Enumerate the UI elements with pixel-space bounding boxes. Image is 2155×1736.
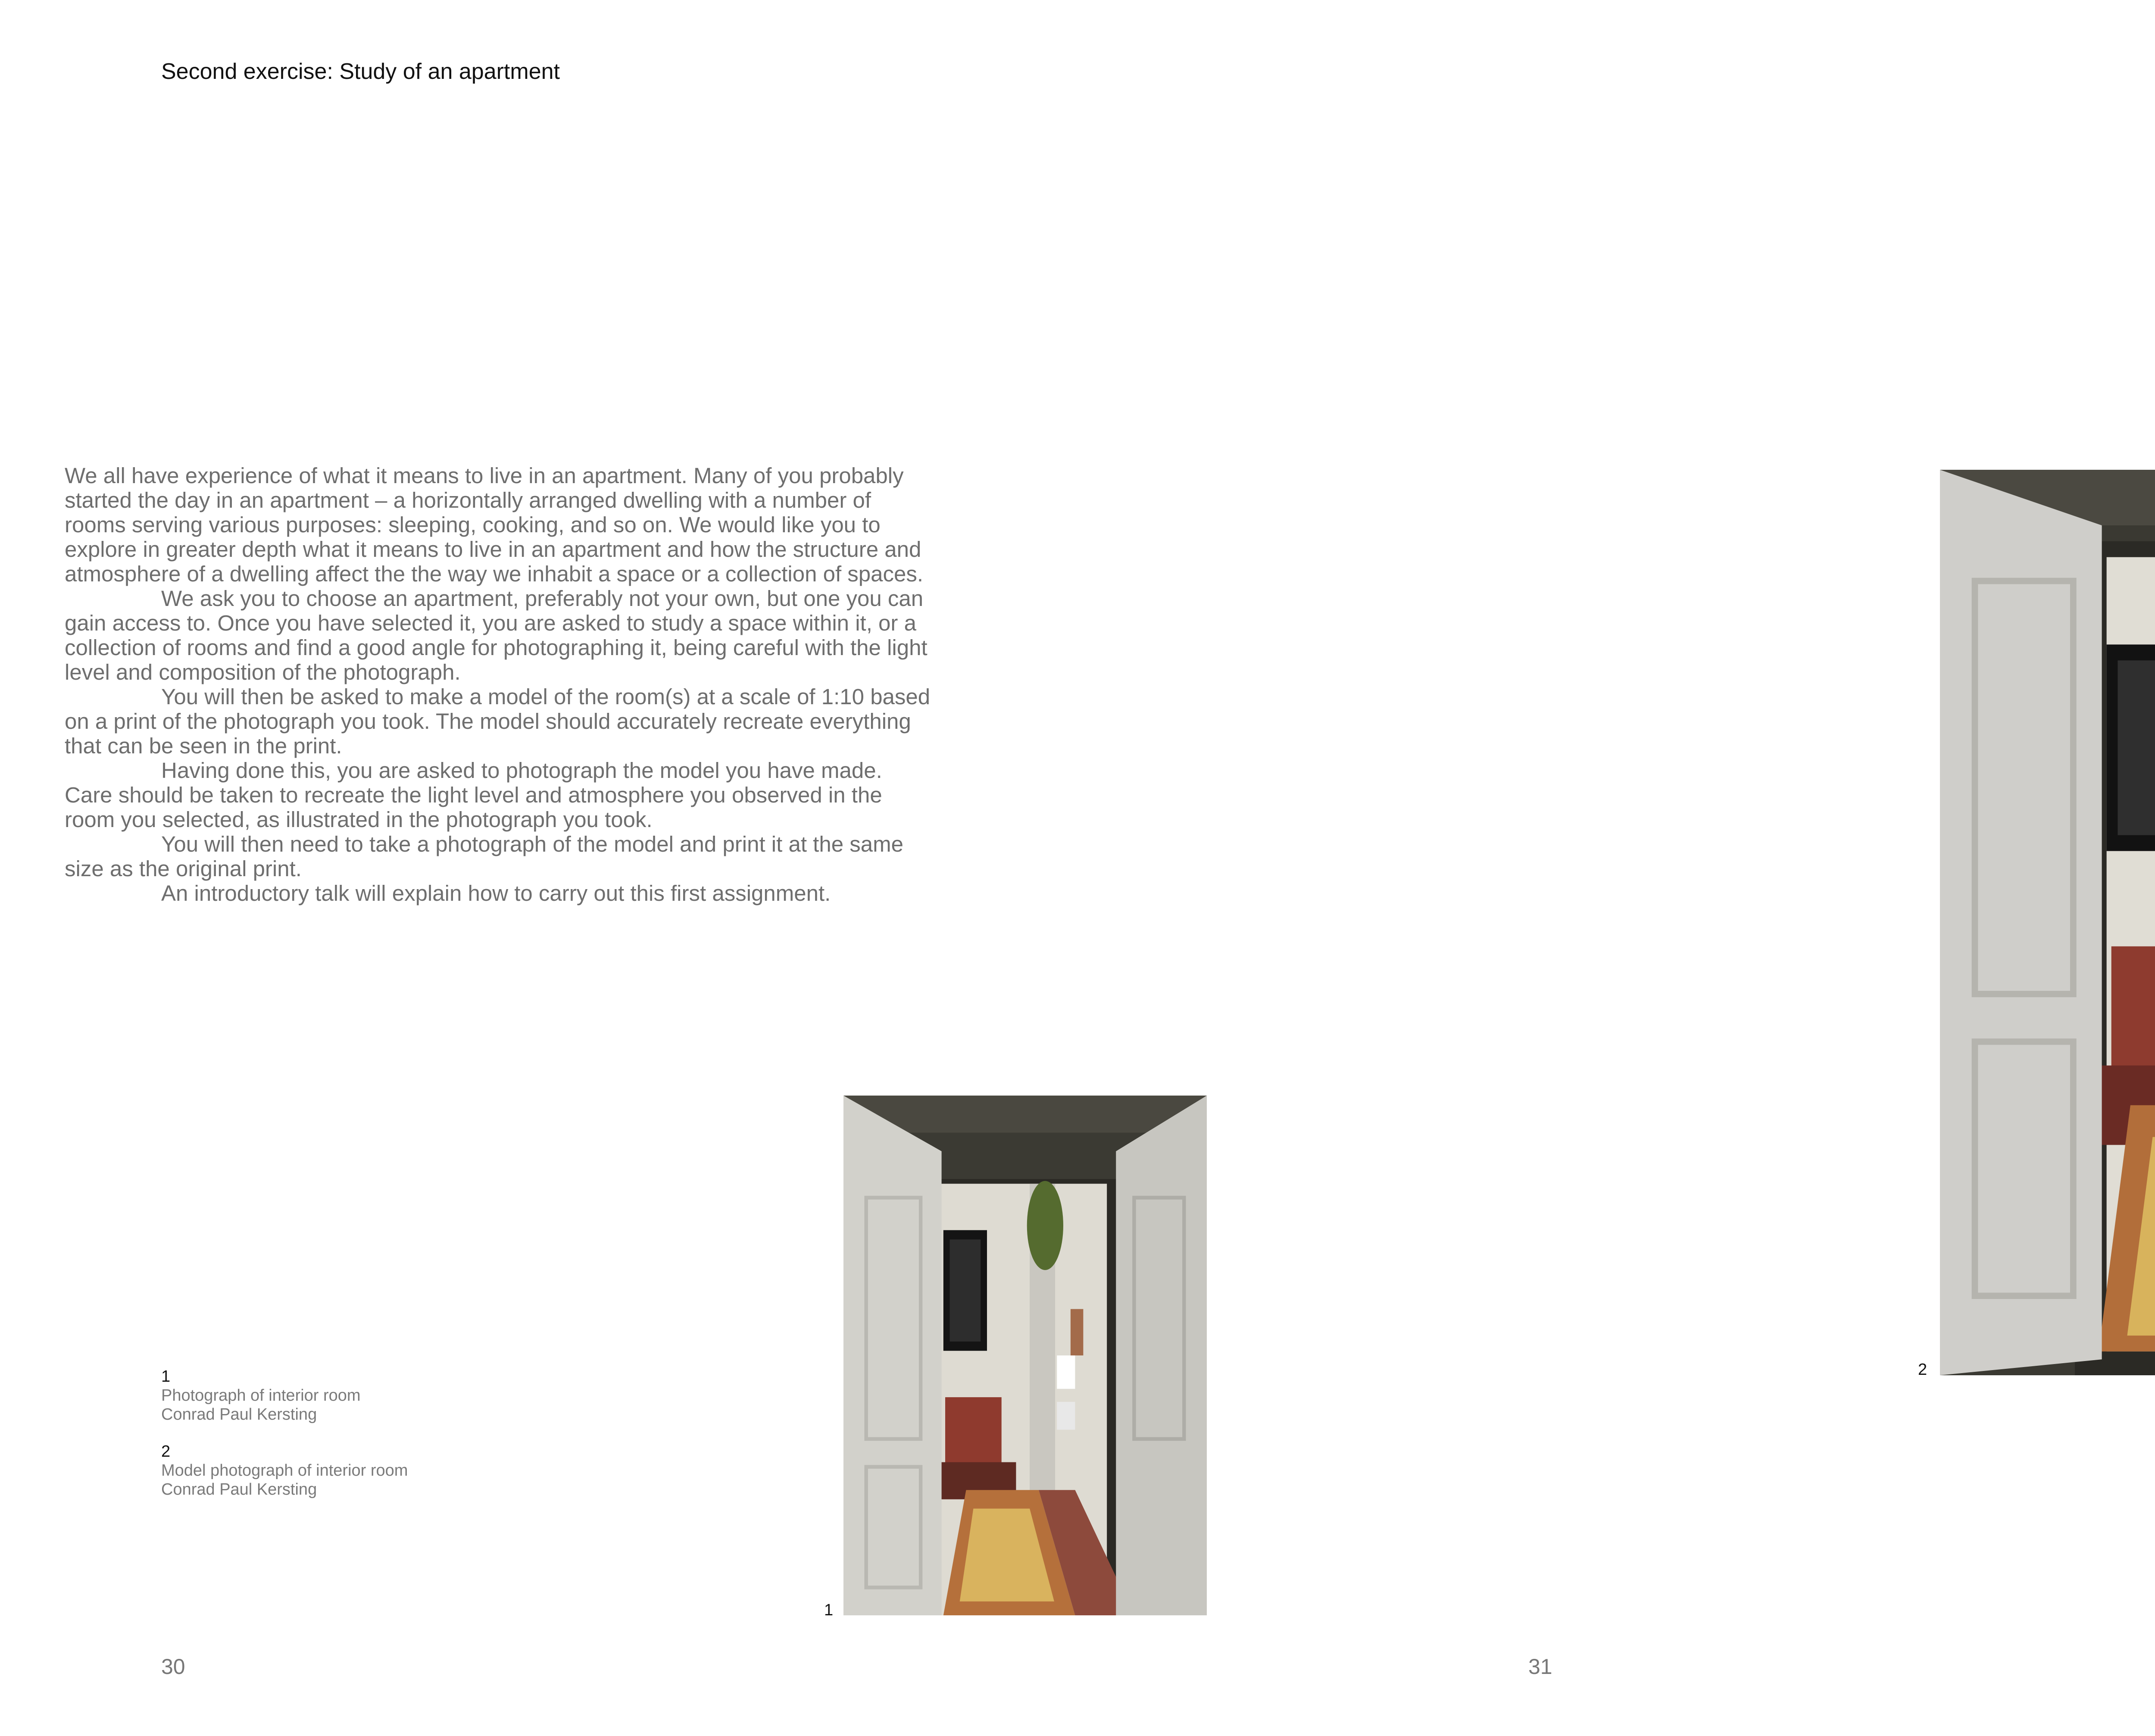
- body-paragraph: We ask you to choose an apartment, preferably not your own, but one you can gain access to. Once you have selected it, you are asked to study a space within it, or a collection of rooms and find a good angle for photographing it, being careful with the light level and composition of the photograph.: [65, 586, 928, 684]
- body-paragraph: Having done this, you are asked to photograph the model you have made. Care should be taken to recreate the light level and atmosphere you observed in the room you selected, as illustrated in the photograph you took.: [65, 758, 882, 832]
- model-doorway-illustration: [1940, 470, 2155, 1375]
- figure-captions: [161, 1367, 408, 1517]
- page-heading: Second exercise: Study of an apartment: [161, 59, 560, 84]
- caption-1: [161, 1367, 408, 1424]
- caption-number: 1: [161, 1368, 171, 1386]
- caption-credit: Conrad Paul Kersting: [161, 1480, 317, 1499]
- model-photo: [1940, 470, 2155, 1375]
- caption-title: Model photograph of interior room: [161, 1461, 408, 1480]
- caption-credit: Conrad Paul Kersting: [161, 1405, 317, 1424]
- caption-title: Photograph of interior room: [161, 1386, 361, 1405]
- interior-room-photo: [843, 1096, 1207, 1615]
- body-text: [65, 463, 931, 905]
- body-paragraph: You will then be asked to make a model of the room(s) at a scale of 1:10 based on a print of the photograph you took. The model should accurately recreate everything that can be seen in the print.: [65, 684, 931, 758]
- page-number-left: 30: [161, 1655, 185, 1679]
- caption-number: 2: [161, 1443, 171, 1461]
- page-number-right: 31: [1528, 1655, 1552, 1679]
- figure-label-1: 1: [824, 1601, 834, 1619]
- body-paragraph: An introductory talk will explain how to carry out this first assignment.: [161, 881, 831, 905]
- body-paragraph: You will then need to take a photograph of the model and print it at the same size as the original print.: [65, 832, 903, 881]
- caption-2: [161, 1442, 408, 1499]
- body-paragraph: We all have experience of what it means to live in an apartment. Many of you probably started the day in an apartment – a horizontally arranged dwelling with a number of rooms serving various purposes: sleeping, cooking, and so on. We would like you to explore in greater depth what it means to live in an apartment and how the structure and atmosphere of a dwelling affect the the way we inhabit a space or a collection of spaces.: [65, 463, 924, 586]
- figure-label-2: 2: [1918, 1361, 1927, 1379]
- doorway-illustration: [843, 1096, 1207, 1615]
